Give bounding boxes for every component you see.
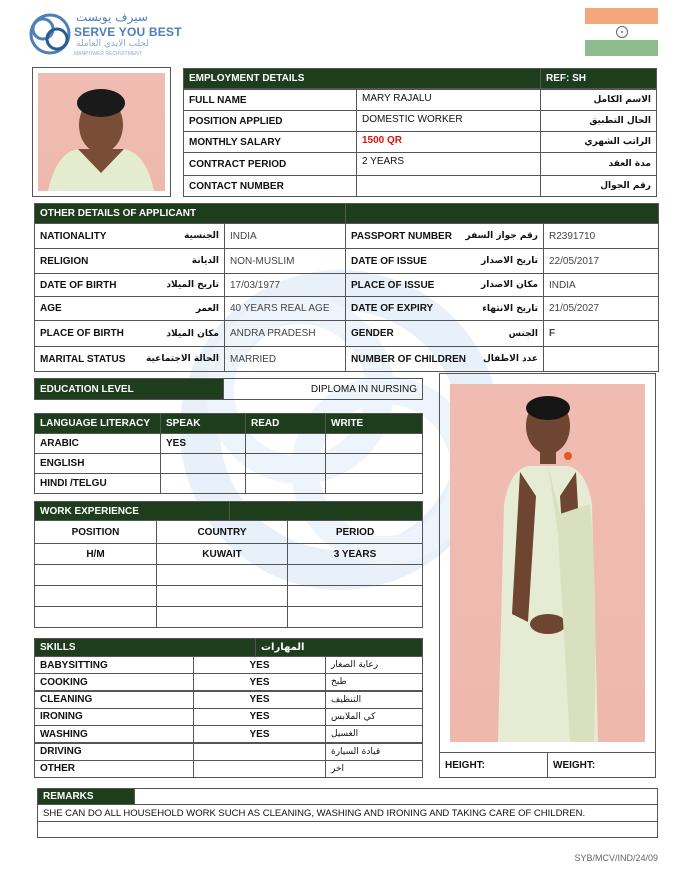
- emp-label: CONTRACT PERIOD: [183, 152, 357, 176]
- other-label-ar: الديانة: [191, 256, 219, 266]
- emp-label: CONTACT NUMBER: [183, 175, 357, 197]
- other-label: [345, 248, 544, 274]
- india-flag: [585, 8, 658, 56]
- other-value: F: [543, 320, 659, 347]
- company-logo: [28, 10, 228, 60]
- work-country: [156, 585, 288, 607]
- skills-header-ar: المهارات: [255, 638, 423, 657]
- other-label-ar: مكان الميلاد: [166, 328, 219, 339]
- language-header: LANGUAGE LITERACY: [34, 413, 161, 434]
- skill-label-ar: قيادة السيارة: [325, 743, 423, 761]
- language-name: HINDI /TELGU: [34, 473, 161, 494]
- skill-label: BABYSITTING: [34, 656, 194, 674]
- other-label-ar: الجنسية: [184, 231, 219, 241]
- emp-label: FULL NAME: [183, 89, 357, 111]
- emp-label-ar: مدة العقد: [540, 152, 657, 176]
- logo-name: SERVE YOU BEST: [74, 25, 182, 39]
- other-label-en: MARITAL STATUS: [40, 353, 126, 365]
- work-period: [287, 606, 423, 628]
- language-write: [325, 453, 423, 474]
- language-speak: [160, 453, 246, 474]
- other-value: ANDRA PRADESH: [224, 320, 346, 347]
- other-label: [345, 320, 544, 347]
- other-value: [543, 346, 659, 372]
- logo-arabic-sub: لجلب الايدي العاملة: [76, 39, 149, 49]
- other-label-en: PLACE OF ISSUE: [351, 279, 435, 291]
- emp-label-ar: الحال التطبيق: [540, 110, 657, 132]
- other-value: 22/05/2017: [543, 248, 659, 274]
- emp-value: DOMESTIC WORKER: [356, 110, 541, 132]
- other-label: [34, 248, 225, 274]
- emp-value: [356, 175, 541, 197]
- skill-value: [193, 743, 326, 761]
- other-label-ar: تاريخ الميلاد: [166, 280, 219, 290]
- emp-label-ar: الاسم الكامل: [540, 89, 657, 111]
- work-period: 3 YEARS: [287, 543, 423, 565]
- language-header: SPEAK: [160, 413, 246, 434]
- other-details-header-right: [345, 203, 659, 224]
- skill-label-ar: طبخ: [325, 673, 423, 691]
- applicant-photo-full: [439, 373, 656, 753]
- other-label-ar: الجنس: [508, 328, 538, 339]
- emp-label: POSITION APPLIED: [183, 110, 357, 132]
- other-value: R2391710: [543, 223, 659, 249]
- emp-label: MONTHLY SALARY: [183, 131, 357, 153]
- other-label: [34, 346, 225, 372]
- other-details-header: OTHER DETAILS OF APPLICANT: [34, 203, 346, 224]
- weight-field: WEIGHT:: [547, 752, 656, 778]
- other-label: [34, 273, 225, 297]
- other-value: NON-MUSLIM: [224, 248, 346, 274]
- language-name: ARABIC: [34, 433, 161, 454]
- applicant-photo-small: [32, 67, 171, 197]
- work-country: [156, 606, 288, 628]
- other-label-ar: العمر: [195, 303, 219, 314]
- other-label-ar: عدد الاطفال: [482, 354, 538, 364]
- logo-arabic: سيرف يوبست: [76, 10, 148, 24]
- emp-value: 1500 QR: [356, 131, 541, 153]
- skill-label: IRONING: [34, 708, 194, 726]
- other-label-en: PASSPORT NUMBER: [351, 230, 452, 242]
- height-field: HEIGHT:: [439, 752, 548, 778]
- language-write: [325, 433, 423, 454]
- skill-value: [193, 760, 326, 778]
- other-value: 17/03/1977: [224, 273, 346, 297]
- language-speak: YES: [160, 433, 246, 454]
- employment-header: EMPLOYMENT DETAILS: [183, 68, 541, 89]
- logo-mark-icon: [28, 10, 72, 58]
- other-value: INDIA: [543, 273, 659, 297]
- language-read: [245, 453, 326, 474]
- work-position: H/M: [34, 543, 157, 565]
- other-label-en: PLACE OF BIRTH: [40, 328, 124, 339]
- other-label: [34, 320, 225, 347]
- work-country: KUWAIT: [156, 543, 288, 565]
- other-label: [345, 223, 544, 249]
- other-label-ar: الحالة الاجتماعية: [146, 354, 219, 364]
- other-label-ar: تاريخ الانتهاء: [482, 303, 538, 314]
- work-header-right: [229, 501, 423, 521]
- language-read: [245, 433, 326, 454]
- skill-value: YES: [193, 656, 326, 674]
- other-value: 21/05/2027: [543, 296, 659, 321]
- language-speak: [160, 473, 246, 494]
- other-label: [345, 296, 544, 321]
- work-position: [34, 564, 157, 586]
- skill-label-ar: رعاية الصغار: [325, 656, 423, 674]
- other-label-ar: رقم جواز السفر: [465, 231, 538, 241]
- emp-label-ar: رقم الجوال: [540, 175, 657, 197]
- work-period: [287, 585, 423, 607]
- skill-value: YES: [193, 673, 326, 691]
- skill-value: YES: [193, 708, 326, 726]
- logo-tagline: MANPOWER RECRUITMENT: [74, 51, 142, 57]
- other-value: 40 YEARS REAL AGE: [224, 296, 346, 321]
- skill-label-ar: اخر: [325, 760, 423, 778]
- other-label-ar: مكان الاصدار: [481, 280, 538, 290]
- skill-label: COOKING: [34, 673, 194, 691]
- ref-label: REF: SH: [540, 68, 657, 89]
- language-write: [325, 473, 423, 494]
- other-label: [345, 273, 544, 297]
- work-column-header: COUNTRY: [156, 520, 288, 544]
- work-period: [287, 564, 423, 586]
- skill-value: YES: [193, 725, 326, 743]
- work-column-header: POSITION: [34, 520, 157, 544]
- education-label: EDUCATION LEVEL: [34, 378, 224, 400]
- work-position: [34, 606, 157, 628]
- other-label-en: DATE OF ISSUE: [351, 255, 427, 267]
- remarks-header-right: [134, 788, 658, 805]
- remarks-text: SHE CAN DO ALL HOUSEHOLD WORK SUCH AS CLEANING, WASHING AND IRONING AND TAKING CARE OF CHILDREN.: [37, 804, 658, 822]
- skill-label: OTHER: [34, 760, 194, 778]
- other-label: [34, 223, 225, 249]
- work-header: WORK EXPERIENCE: [34, 501, 230, 521]
- other-label-en: DATE OF BIRTH: [40, 279, 117, 291]
- skill-label-ar: الغسيل: [325, 725, 423, 743]
- remarks-header: REMARKS: [37, 788, 135, 805]
- work-column-header: PERIOD: [287, 520, 423, 544]
- other-label-en: GENDER: [351, 328, 394, 339]
- skill-value: YES: [193, 691, 326, 709]
- remarks-blank-line: [37, 821, 658, 838]
- other-label: [345, 346, 544, 372]
- other-value: MARRIED: [224, 346, 346, 372]
- work-country: [156, 564, 288, 586]
- other-label-en: DATE OF EXPIRY: [351, 303, 434, 314]
- emp-value: 2 YEARS: [356, 152, 541, 176]
- education-value: DIPLOMA IN NURSING: [223, 378, 423, 400]
- skill-label: CLEANING: [34, 691, 194, 709]
- skill-label-ar: التنظيف: [325, 691, 423, 709]
- skill-label: WASHING: [34, 725, 194, 743]
- other-label: [34, 296, 225, 321]
- other-label-ar: تاريخ الاصدار: [481, 256, 538, 266]
- other-label-en: AGE: [40, 303, 62, 314]
- language-read: [245, 473, 326, 494]
- skill-label-ar: كي الملابس: [325, 708, 423, 726]
- other-label-en: NUMBER OF CHILDREN: [351, 353, 466, 365]
- language-name: ENGLISH: [34, 453, 161, 474]
- other-value: INDIA: [224, 223, 346, 249]
- language-header: READ: [245, 413, 326, 434]
- language-header: WRITE: [325, 413, 423, 434]
- chakra-icon: [615, 25, 629, 39]
- skills-header: SKILLS: [34, 638, 256, 657]
- emp-value: MARY RAJALU: [356, 89, 541, 111]
- other-label-en: NATIONALITY: [40, 230, 107, 242]
- work-position: [34, 585, 157, 607]
- skill-label: DRIVING: [34, 743, 194, 761]
- other-label-en: RELIGION: [40, 255, 89, 267]
- emp-label-ar: الراتب الشهري: [540, 131, 657, 153]
- footer-code: SYB/MCV/IND/24/09: [574, 853, 658, 863]
